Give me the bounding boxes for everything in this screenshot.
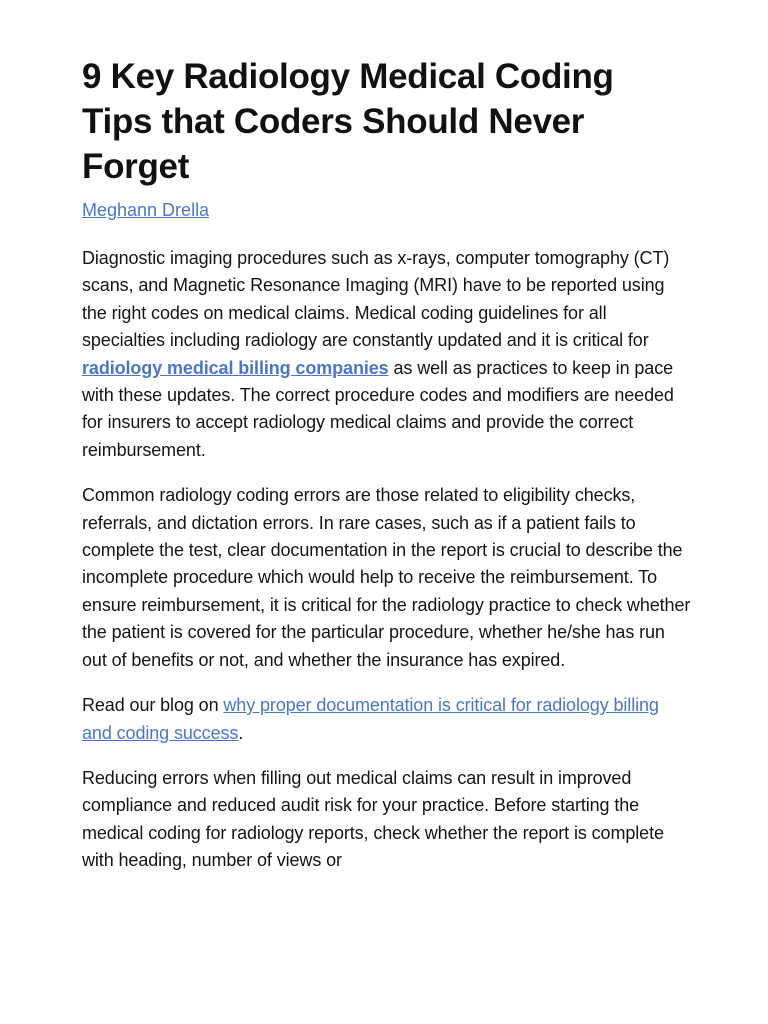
read-blog-suffix: . bbox=[238, 722, 244, 743]
article-title: 9 Key Radiology Medical Coding Tips that Coders Should Never Forget bbox=[82, 57, 614, 186]
paragraph-reducing-errors: Reducing errors when filling out medical claims can result in improved compliance and reduced audit risk for your practice. Before starting the medical coding for radiology reports, check whether the report is complete with heading, number of views or bbox=[82, 767, 664, 871]
author-link[interactable]: Meghann Drella bbox=[82, 200, 210, 220]
documentation-blog-link[interactable]: why proper documentation is critical for radiology billing and coding success bbox=[82, 695, 659, 743]
paragraph-intro-text-end: as well as practices to keep in pace with these updates. The correct procedure codes and modifiers are needed for insurers to accept radiology medical claims and provide the correct reimbursement. bbox=[82, 357, 674, 460]
paragraph-intro bbox=[82, 245, 692, 464]
radiology-billing-companies-link[interactable]: radiology medical billing companies bbox=[82, 357, 389, 378]
paragraph-coding-errors: Common radiology coding errors are those related to eligibility checks, referrals, and dictation errors. In rare cases, such as if a patient fails to complete the test, clear documentation in the report is crucial to describe the incomplete procedure which would help to receive the reimbursement. To ensure reimbursement, it is critical for the radiology practice to check whether the patient is covered for the particular procedure, whether he/she has run out of benefits or not, and whether the insurance has expired. bbox=[82, 485, 691, 670]
article bbox=[82, 54, 692, 875]
paragraph-read-blog bbox=[82, 692, 692, 747]
read-blog-prefix: Read our blog on bbox=[82, 695, 224, 716]
paragraph-intro-text-start: Diagnostic imaging procedures such as x-rays, computer tomography (CT) scans, and Magnetic Resonance Imaging (MRI) have to be reported using the right codes on medical claims. Medical coding guidelines for all specialties including radiology are constantly updated and it is critical for bbox=[82, 248, 670, 351]
